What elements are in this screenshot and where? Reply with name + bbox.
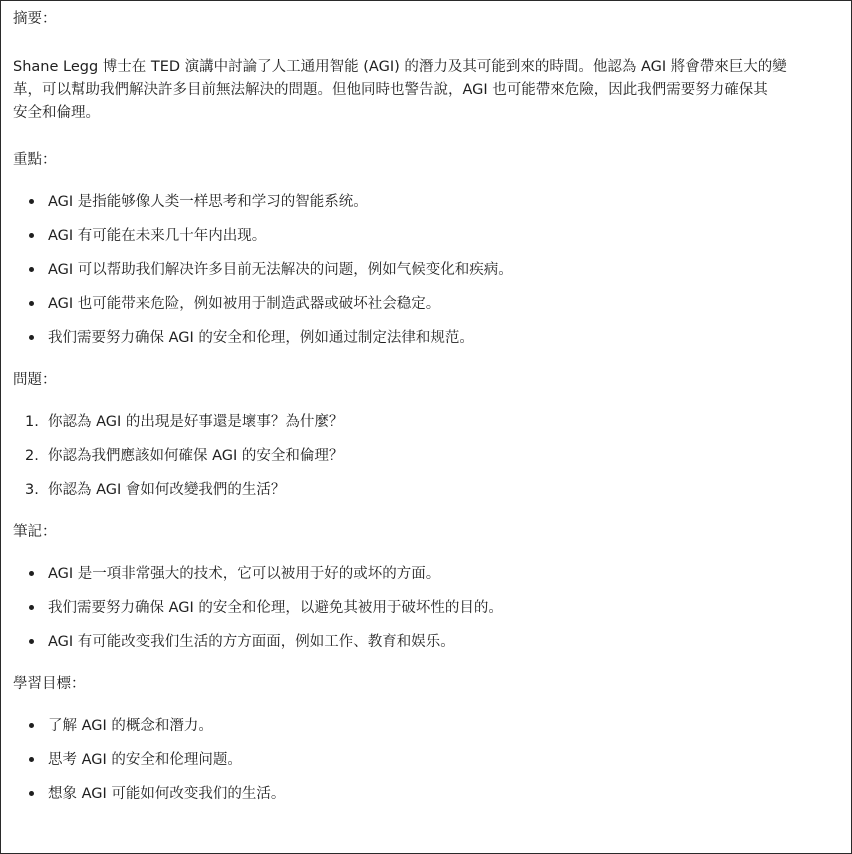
spacer (13, 659, 841, 673)
questions-heading: 問題： (13, 372, 57, 388)
list-item-text: 你認為 AGI 會如何改變我們的生活？ (48, 482, 286, 498)
summary-line: 安全和倫理。 (13, 105, 100, 121)
spacer (13, 171, 841, 185)
notes-heading: 筆記： (13, 524, 57, 540)
spacer (13, 355, 841, 369)
objectives-heading: 學習目標： (13, 676, 86, 692)
notes-list (13, 557, 841, 659)
list-item: 我们需要努力确保 AGI 的安全和伦理，以避免其被用于破坏性的目的。 (13, 591, 841, 625)
list-item: AGI 也可能带来危险，例如被用于制造武器或破坏社会稳定。 (13, 287, 841, 321)
spacer (13, 30, 841, 56)
summary-line: Shane Legg 博士在 TED 演講中討論了人工通用智能 (AGI) 的潛力及其可能到來的時間。他認為 AGI 將會帶來巨大的變 (13, 59, 787, 75)
spacer (13, 391, 841, 405)
summary-paragraph (13, 56, 841, 125)
objectives-list (13, 709, 841, 811)
questions-list (13, 405, 841, 507)
list-item (13, 439, 841, 473)
list-number: 3. (25, 482, 39, 498)
list-item: AGI 可以帮助我们解决许多目前无法解决的问题，例如气候变化和疾病。 (13, 253, 841, 287)
list-item: 我们需要努力确保 AGI 的安全和伦理，例如通过制定法律和规范。 (13, 321, 841, 355)
summary-heading: 摘要： (13, 11, 57, 27)
list-item: AGI 是指能够像人类一样思考和学习的智能系统。 (13, 185, 841, 219)
list-number: 1. (25, 414, 39, 430)
document-content (13, 9, 841, 811)
spacer (13, 507, 841, 521)
list-item: 思考 AGI 的安全和伦理问题。 (13, 743, 841, 777)
spacer (13, 125, 841, 149)
key-points-list (13, 185, 841, 355)
list-item-text: 你認為我們應該如何確保 AGI 的安全和倫理？ (48, 448, 344, 464)
list-item: 想象 AGI 可能如何改变我们的生活。 (13, 777, 841, 811)
spacer (13, 695, 841, 709)
list-item: AGI 有可能改变我们生活的方方面面，例如工作、教育和娱乐。 (13, 625, 841, 659)
list-number: 2. (25, 448, 39, 464)
summary-line: 革，可以幫助我們解決許多目前無法解決的問題。但他同時也警告說，AGI 也可能帶來危險，因此我們需要努力確保其 (13, 82, 768, 98)
key-points-heading: 重點： (13, 152, 57, 168)
list-item-text: 你認為 AGI 的出現是好事還是壞事？為什麼？ (48, 414, 344, 430)
spacer (13, 543, 841, 557)
list-item (13, 473, 841, 507)
list-item: AGI 有可能在未来几十年内出现。 (13, 219, 841, 253)
list-item: AGI 是一項非常强大的技术，它可以被用于好的或坏的方面。 (13, 557, 841, 591)
list-item (13, 405, 841, 439)
list-item: 了解 AGI 的概念和潛力。 (13, 709, 841, 743)
